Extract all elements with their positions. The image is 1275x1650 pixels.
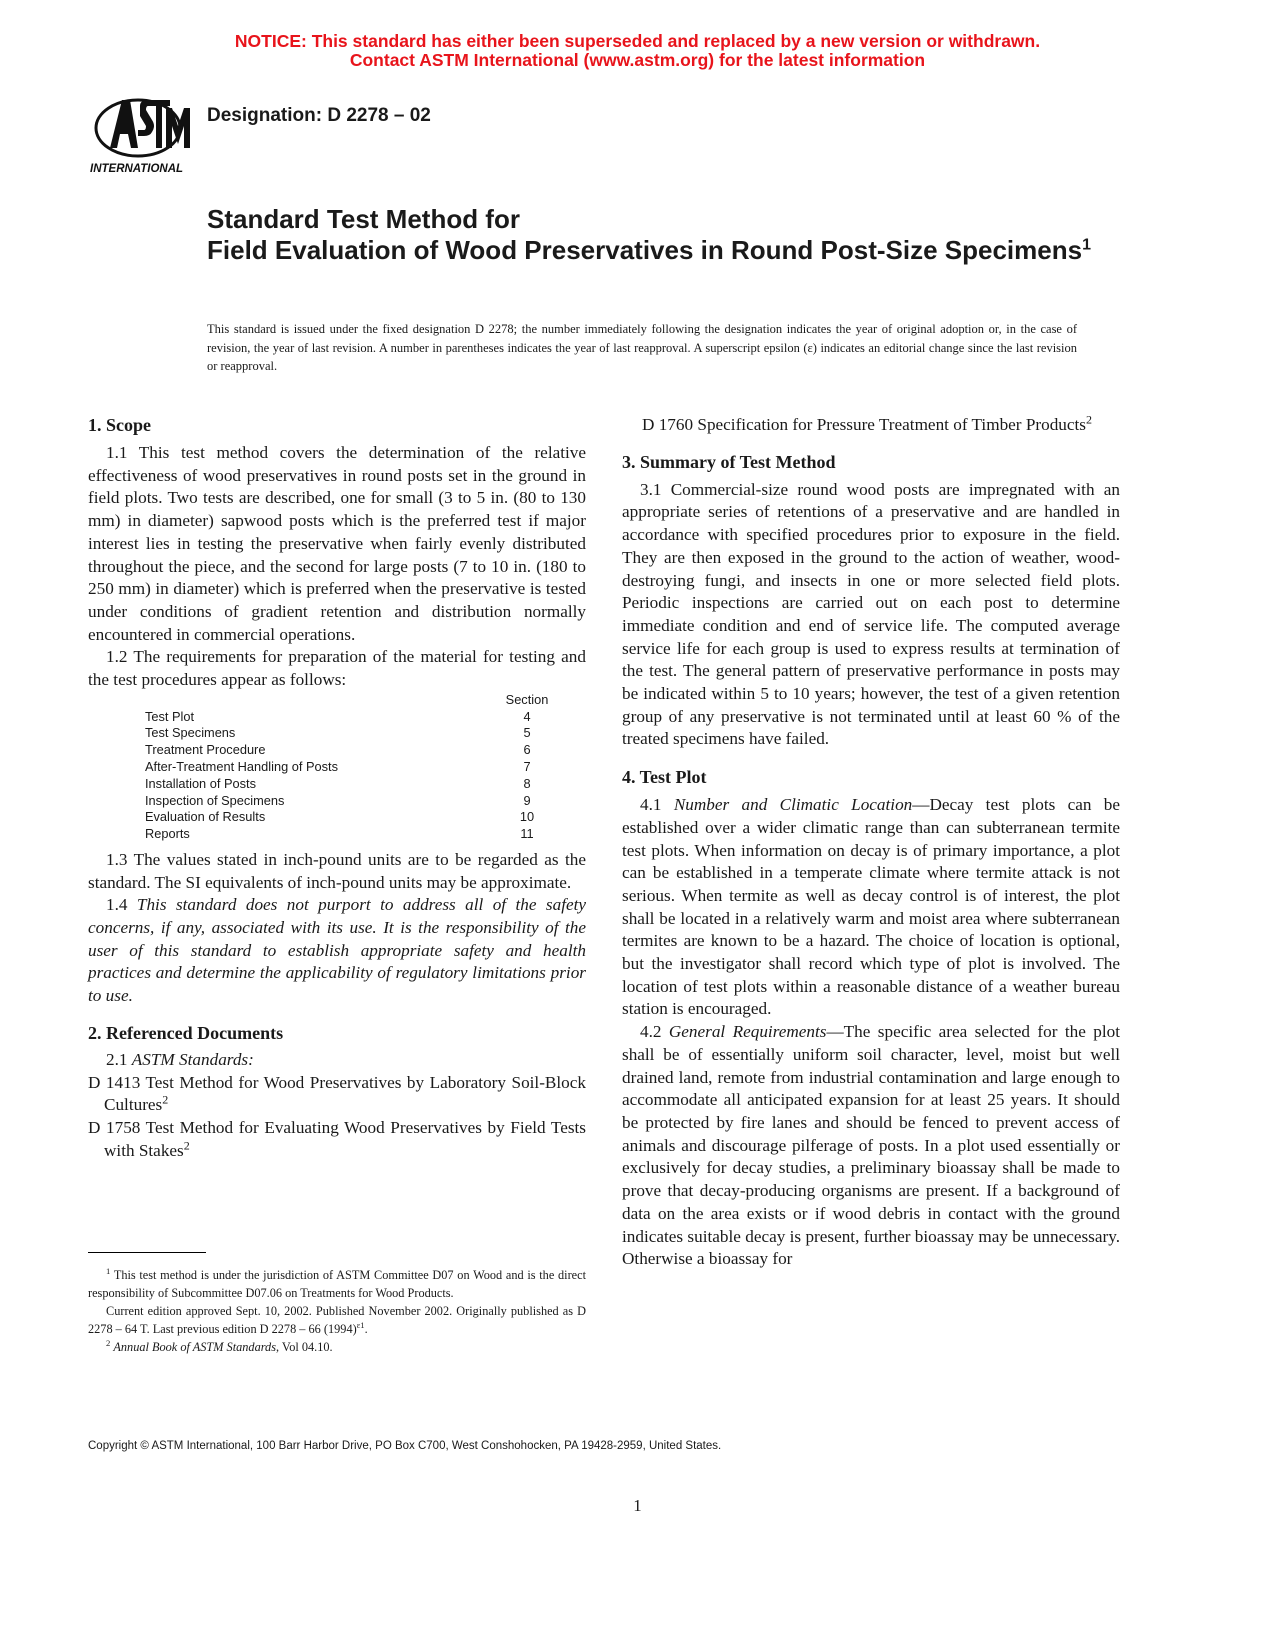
reference-d1413: D 1413 Test Method for Wood Preservatives by Laboratory Soil-Block Cultures$^2$ — [88, 1072, 586, 1115]
reference-d1758: D 1758 Test Method for Evaluating Wood Preservatives by Field Tests with Stakes$^2$ — [88, 1117, 586, 1160]
title-line-1: Standard Test Method for — [207, 204, 520, 234]
title-footnote-ref: 1 — [1082, 236, 1091, 254]
issue-note: This standard is issued under the fixed designation D 2278; the number immediately following the designation indicates the year of original adoption or, in the case of revision, the year of last revision. A number in parentheses indicates the year of last reapproval. A superscript epsilon (ε) indicates an editorial change since the last revision or reapproval. — [207, 322, 1077, 373]
table-row: Test Specimens 5 — [145, 725, 531, 741]
footnote-1: $^1$ This test method is under the jurisdiction of ASTM Committee D07 on Wood and is the direct responsibility of Subcommittee D07.06 on Treatments for Wood Products. — [88, 1265, 586, 1300]
section-2-heading: 2. Referenced Documents — [88, 1022, 284, 1043]
paragraph-1-3: 1.3 The values stated in inch-pound units are to be regarded as the standard. The SI equivalents of inch-pound units may be approximate. — [88, 849, 586, 892]
notice-banner — [0, 32, 1275, 70]
designation: Designation: D 2278 – 02 — [207, 105, 431, 126]
footnote-1-edition: Current edition approved Sept. 10, 2002. Published November 2002. Originally published as D 2278 – 64 T. Last previous edition D 2278 – 66 $(1994)^{\varepsilon 1}$. — [88, 1304, 586, 1336]
sections-header: Section — [505, 691, 549, 707]
footnotes — [88, 1266, 586, 1356]
paragraph-2-1: 2.1 ASTM Standards: — [106, 1049, 254, 1069]
reference-d1760: D 1760 Specification for Pressure Treatment of Timber Products$^2$ — [642, 412, 1092, 434]
table-row: Inspection of Specimens 9 — [145, 792, 531, 808]
document-title — [207, 204, 1107, 266]
footnote-rule — [88, 1252, 206, 1253]
right-column — [622, 414, 1120, 1271]
section-4-heading: 4. Test Plot — [622, 767, 707, 788]
left-column — [88, 414, 586, 1162]
notice-line-1: NOTICE: This standard has either been superseded and replaced by a new version or withdrawn. — [234, 31, 1041, 51]
paragraph-1-1: 1.1 This test method covers the determination of the relative effectiveness of wood preservatives in round posts set in the ground in field plots. Two tests are described, one for small (3 to 5 in. (80 to 130 mm) in diameter) sapwood posts which is the preferred test if major interest lies in testing the preservative when fairly evenly distributed throughout the piece, and the second for large posts (7 to 10 in. (180 to 250 mm) in diameter) which is preferred when the preservative is tested under conditions of gradient retention and distribution normally encountered in commercial operations. — [88, 443, 586, 644]
astm-logo — [88, 86, 198, 178]
footnote-2: $^2$ Annual Book of ASTM Standards, Vol 04.10. — [106, 1337, 333, 1354]
astm-logo-mark — [88, 86, 198, 178]
table-row: Reports 11 — [145, 826, 534, 842]
table-row: Installation of Posts 8 — [145, 775, 531, 791]
paragraph-1-4: 1.4 This standard does not purport to address all of the safety concerns, if any, associated with its use. It is the responsibility of the user of this standard to establish appropriate safety and health practices and determine the applicability of regulatory limitations prior to use. — [88, 895, 586, 1006]
copyright: Copyright © ASTM International, 100 Barr Harbor Drive, PO Box C700, West Conshohocken, PA 19428-2959, United States. — [88, 1440, 722, 1452]
title-line-2: Field Evaluation of Wood Preservatives in Round Post-Size Specimens$^1$ — [207, 235, 1091, 265]
table-row: Test Plot 4 — [145, 708, 531, 724]
section-3-heading: 3. Summary of Test Method — [622, 451, 836, 472]
logo-text: INTERNATIONAL — [90, 163, 184, 175]
paragraph-4-1: 4.1 Number and Climatic Location—Decay test plots can be established over a wider climatic range than can subterranean termite test plots. When information on decay is of primary importance, a plot can be established in a temperate climate where termite attack is not serious. When termite as well as decay control is of interest, the plot shall be located in a relatively warm and moist area where subterranean termites are known to be a hazard. The choice of location is optional, but the investigator shall record which type of plot is involved. The location of test plots within a reasonable distance of a weather bureau station is encouraged. — [622, 795, 1121, 1019]
section-1-heading: 1. Scope — [88, 415, 151, 435]
paragraph-1-2: 1.2 The requirements for preparation of the material for testing and the test procedures appear as follows: — [88, 647, 586, 690]
table-row: Evaluation of Results 10 — [145, 809, 535, 825]
paragraph-4-2: 4.2 General Requirements—The specific area selected for the plot shall be of essentially uniform soil character, level, moist but well drained land, remote from industrial contamination and large enough to accommodate all anticipated expansion for at least 25 years. It should be protected by fire lanes and should be fenced to prevent access of animals and discourage pilferage of posts. In a plot used essentially or exclusively for decay studies, a preliminary bioassay shall be made to prove that decay-producing organisms are present. If a background of data on the area exists or if wood debris in contact with the ground indicates suitable decay is present, further bioassay may be unnecessary. Otherwise a bioassay for — [622, 1022, 1120, 1269]
table-row: After-Treatment Handling of Posts 7 — [145, 758, 531, 774]
page-number: 1 — [633, 1496, 642, 1515]
notice-line-2: Contact ASTM International (www.astm.org) for the latest information — [349, 50, 926, 70]
table-row: Treatment Procedure 6 — [145, 742, 531, 758]
sections-table — [88, 692, 586, 843]
paragraph-3-1: 3.1 Commercial-size round wood posts are impregnated with an appropriate series of retentions of a preservative and are handled in accordance with specified procedures prior to exposure in the field. They are then exposed in the ground to the action of weather, wood-destroying fungi, and insects in one or more selected field plots. Periodic inspections are carried out on each post to determine immediate condition and end of service life. The computed average service life for each group is used to express results at termination of the test. The general pattern of preservative performance in posts may be indicated within 5 to 10 years; however, the test of a given retention group of any preservative is not terminated until at least 60 % of the treated specimens have failed. — [622, 479, 1120, 749]
